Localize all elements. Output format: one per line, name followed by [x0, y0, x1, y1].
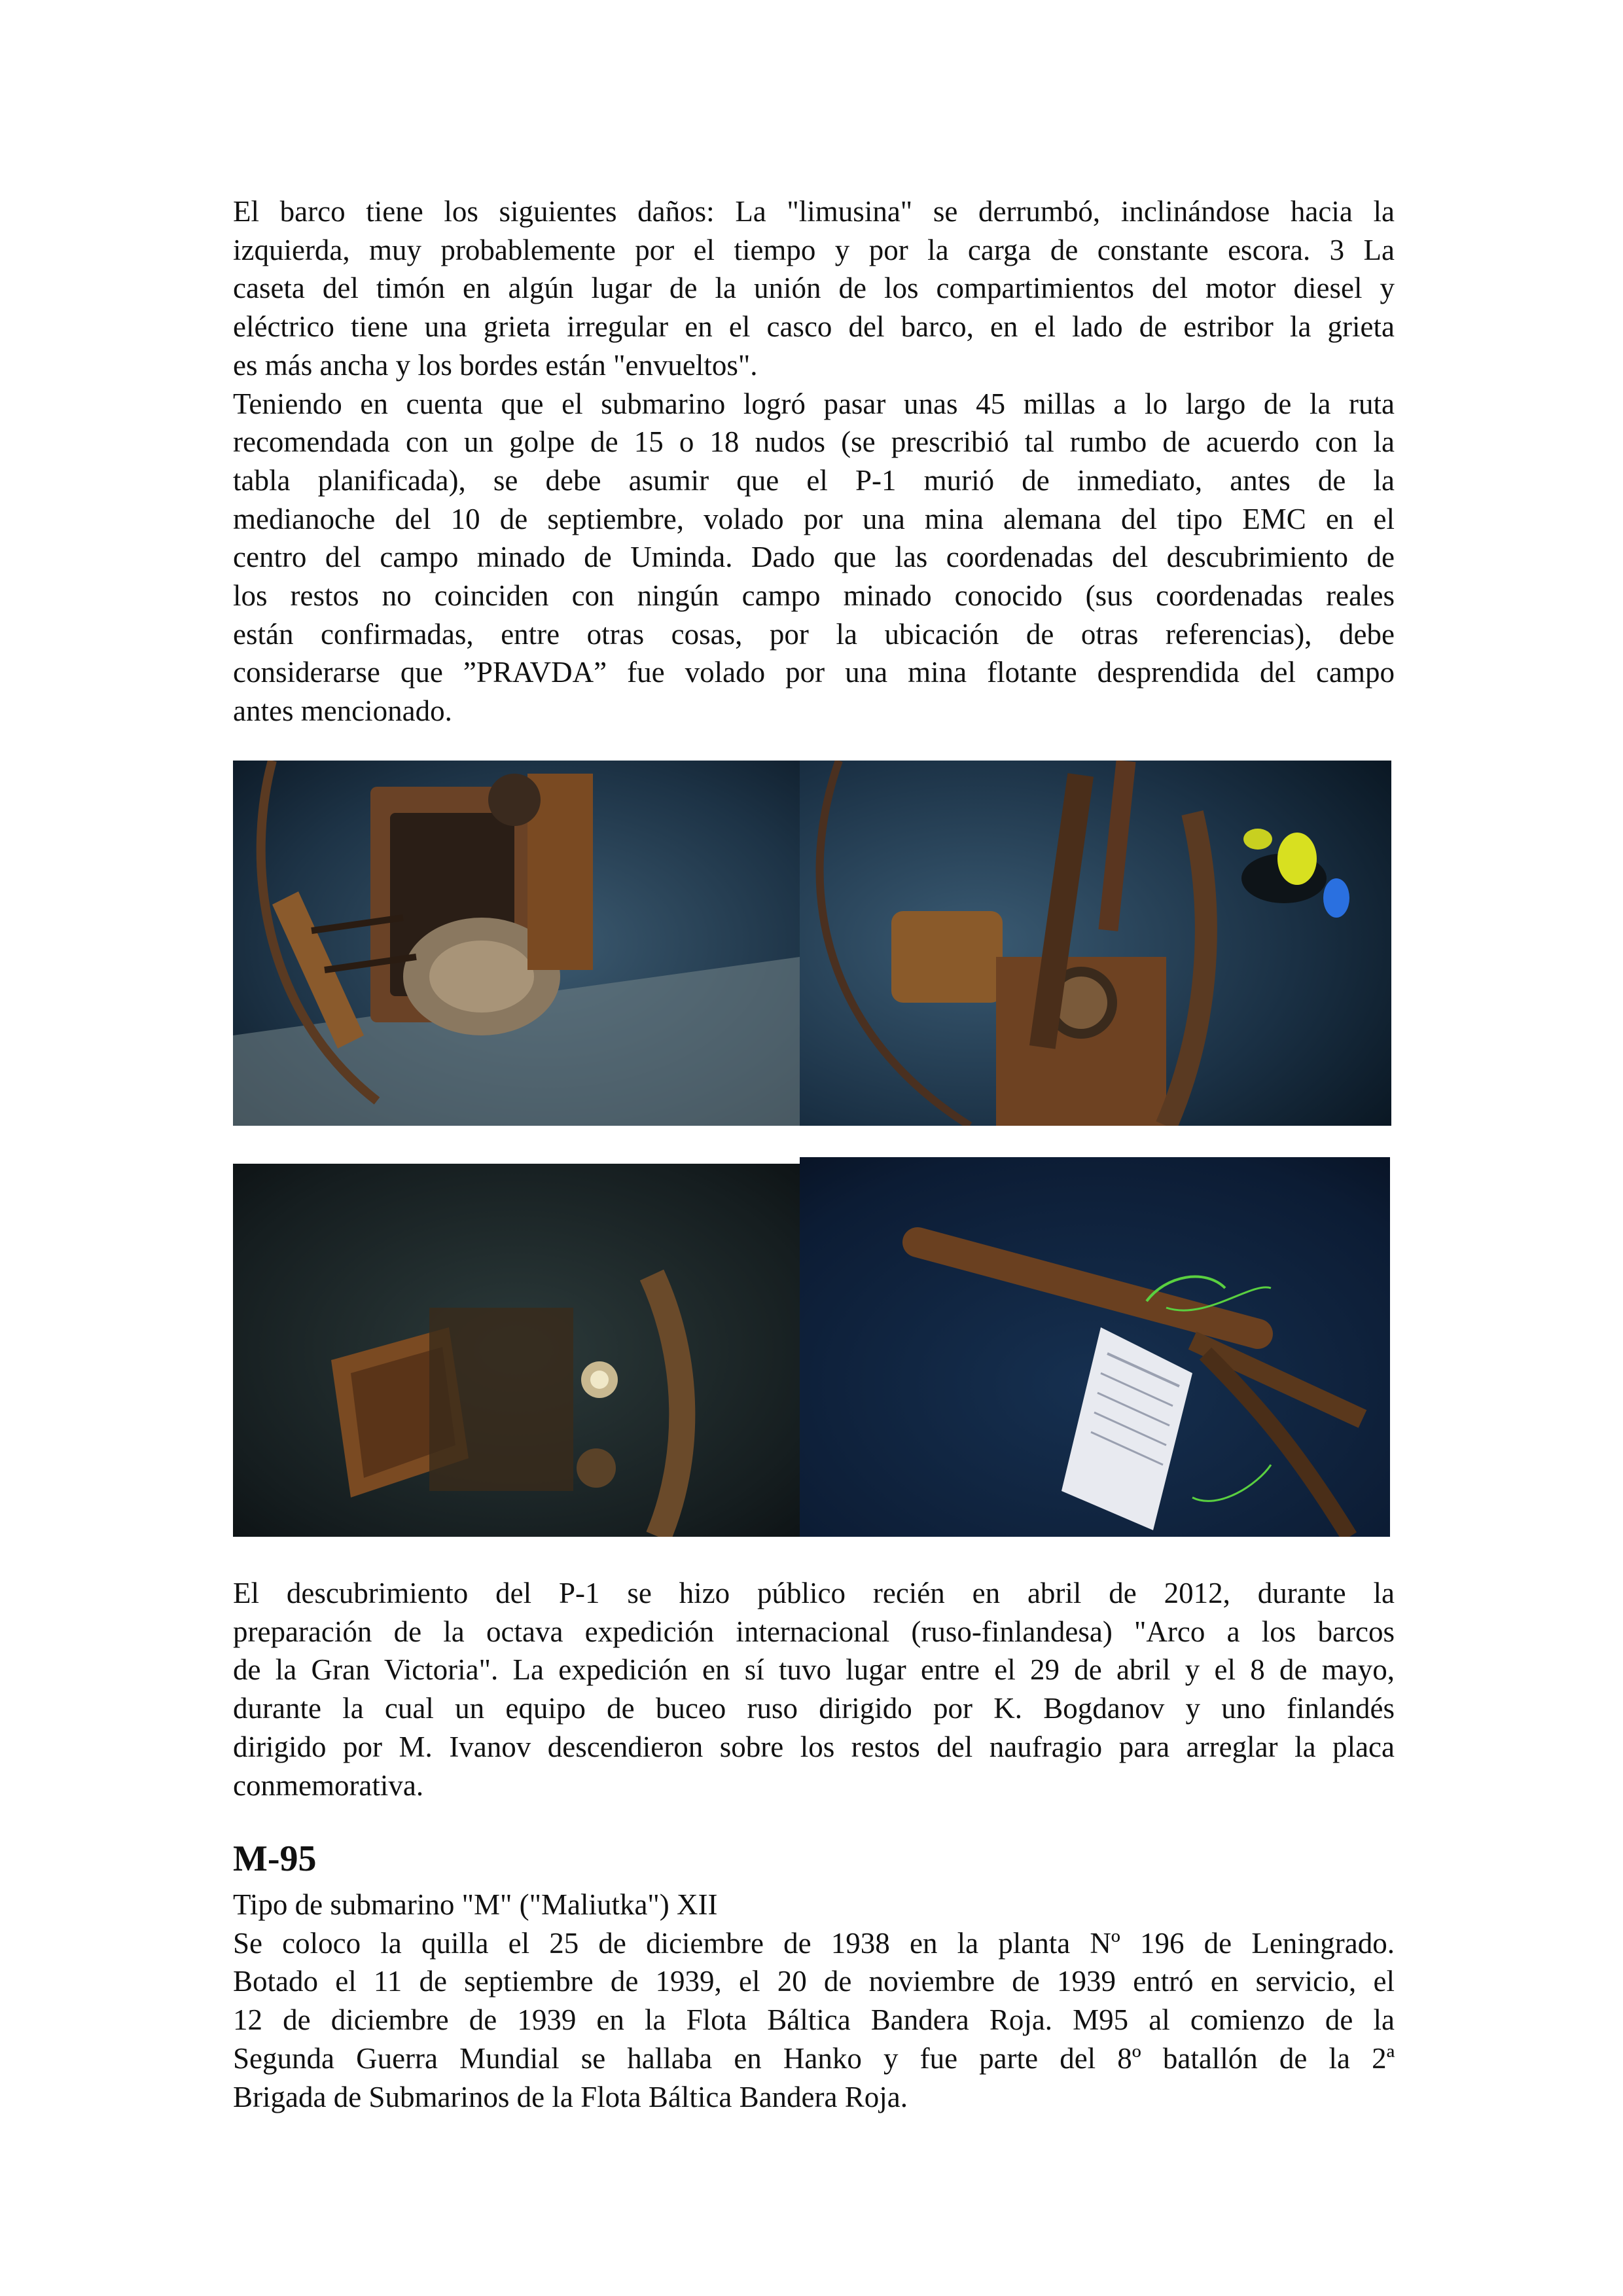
text-line: medianoche del 10 de septiembre, volado por una mina alemana del tipo EMC en el: [233, 502, 1395, 535]
text-line: 12 de diciembre de 1939 en la Flota Báltica Bandera Roja. M95 al comienzo de la: [233, 2003, 1395, 2037]
text-line: recomendada con un golpe de 15 o 18 nudos (se prescribió tal rumbo de acuerdo con la: [233, 425, 1395, 459]
text-line: conmemorativa.: [233, 1768, 424, 1802]
text-line: Segunda Guerra Mundial se hallaba en Hanko y fue parte del 8º batallón de la 2ª: [233, 2041, 1395, 2075]
text-line: antes mencionado.: [233, 694, 452, 728]
text-line: Tipo de submarino "M" ("Maliutka") XII: [233, 1888, 718, 1921]
wreck-photo-memorial-plaque: [800, 1157, 1390, 1537]
text-line: Teniendo en cuenta que el submarino logró pasar unas 45 millas a lo largo de la ruta: [233, 387, 1395, 420]
text-line: El descubrimiento del P-1 se hizo público recién en abril de 2012, durante la: [233, 1577, 1395, 1609]
text-line: considerarse que ”PRAVDA” fue volado por una mina flotante desprendida del campo: [233, 656, 1395, 689]
text-line: centro del campo minado de Uminda. Dado que las coordenadas del descubrimiento de: [233, 541, 1395, 574]
paragraph-damage: [233, 192, 1395, 730]
text-line: durante la cual un equipo de buceo ruso dirigido por K. Bogdanov y uno finlandés: [233, 1692, 1395, 1725]
text-line: Botado el 11 de septiembre de 1939, el 20 de noviembre de 1939 entró en servicio, el: [233, 1965, 1395, 1998]
text-line: están confirmadas, entre otras cosas, por la ubicación de otras referencias), debe: [233, 617, 1395, 651]
wreck-photo-valve: [233, 1164, 800, 1537]
text-line: de la Gran Victoria". La expedición en sí tuvo lugar entre el 29 de abril y el 8 de mayo,: [233, 1653, 1395, 1687]
text-line: caseta del timón en algún lugar de la unión de los compartimientos del motor diesel y: [233, 272, 1395, 305]
wreck-photo-hatch: [233, 761, 800, 1126]
text-line: Brigada de Submarinos de la Flota Báltica Bandera Roja.: [233, 2080, 908, 2113]
text-line: tabla planificada), se debe asumir que el P-1 murió de inmediato, antes de la: [233, 463, 1395, 497]
text-line: los restos no coinciden con ningún campo minado conocido (sus coordenadas reales: [233, 579, 1395, 613]
wreck-photo-diver: [800, 761, 1391, 1126]
section-heading: M-95: [233, 1839, 317, 1879]
text-line: dirigido por M. Ivanov descendieron sobre los restos del naufragio para arreglar la placa: [233, 1730, 1395, 1763]
text-line: El barco tiene los siguientes daños: La "limusina" se derrumbó, inclinándose hacia la: [233, 195, 1395, 228]
text-line: izquierda, muy probablemente por el tiempo y por la carga de constante escora. 3 La: [233, 233, 1395, 266]
text-line: preparación de la octava expedición internacional (ruso-finlandesa) "Arco a los barcos: [233, 1615, 1395, 1648]
text-line: eléctrico tiene una grieta irregular en el casco del barco, en el lado de estribor la grieta: [233, 310, 1395, 344]
text-line: es más ancha y los bordes están "envueltos".: [233, 348, 758, 382]
paragraph-discovery: [233, 1574, 1395, 1804]
text-line: Se coloco la quilla el 25 de diciembre de 1938 en la planta Nº 196 de Leningrado.: [233, 1926, 1395, 1960]
paragraph-m95: [233, 1886, 1395, 2116]
